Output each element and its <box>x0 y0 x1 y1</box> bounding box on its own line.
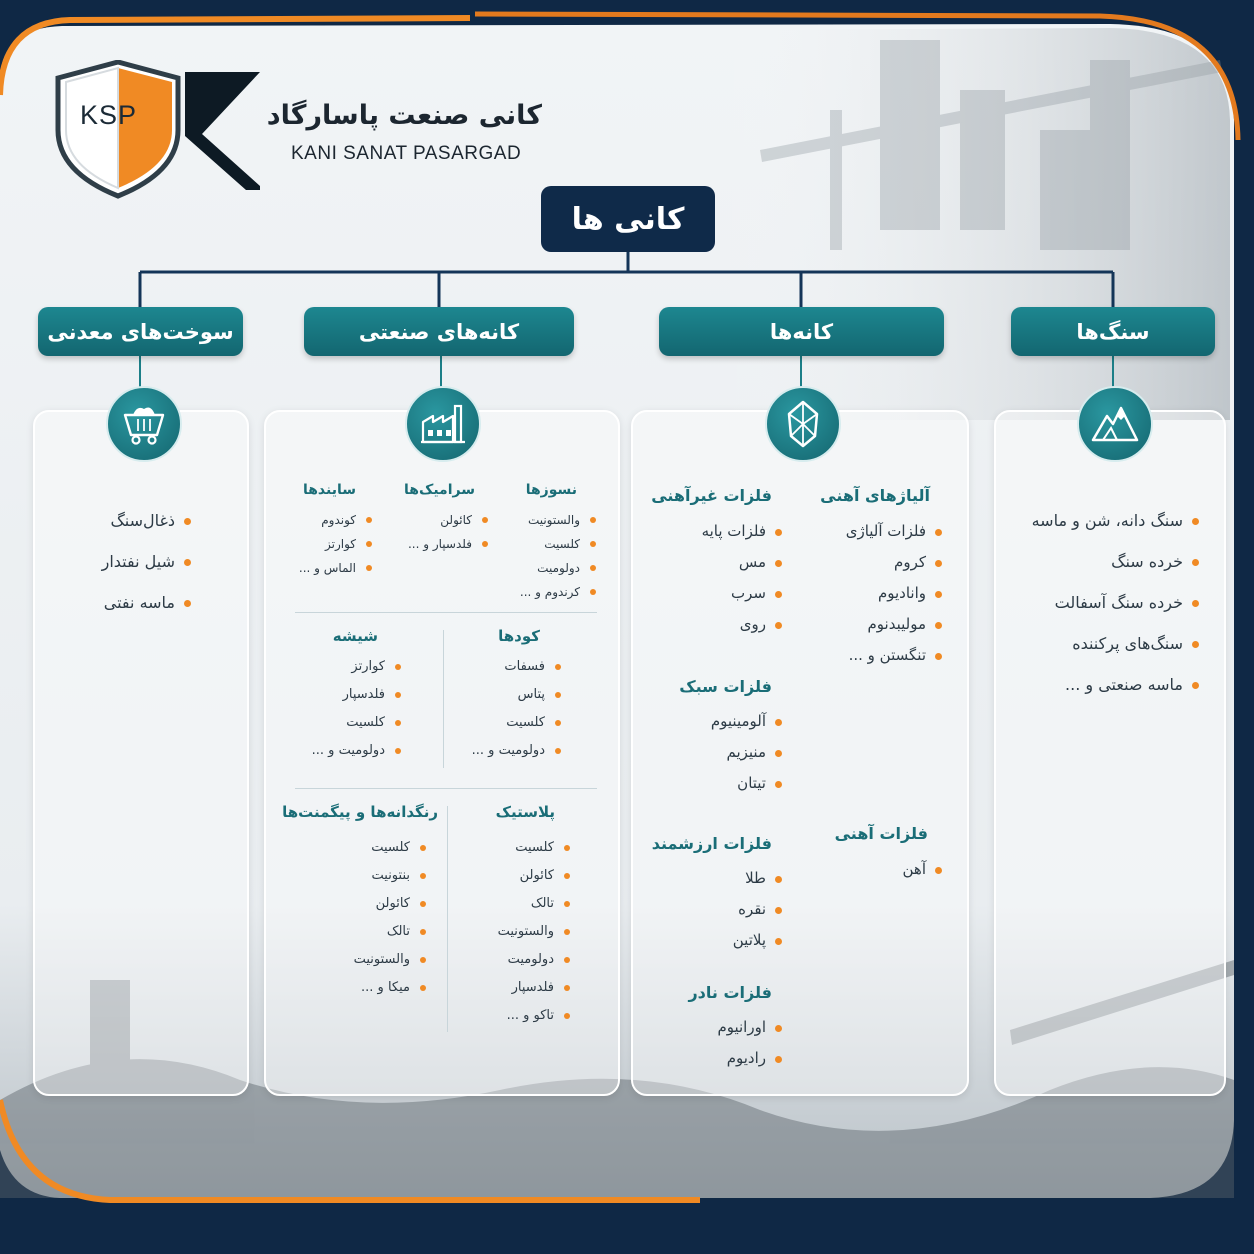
divider <box>295 612 597 613</box>
group-title-light: فلزات سبک <box>679 677 772 696</box>
list-item: والستونیت <box>318 946 428 974</box>
list-item: میکا و ... <box>318 974 428 1002</box>
category-label: سوخت‌های معدنی <box>47 319 234 344</box>
group-title-iron-metals: فلزات آهنی <box>834 824 928 843</box>
list-item: کوارتز <box>293 653 403 681</box>
list-item: والستونیت <box>498 508 598 532</box>
root-title: کانی ها <box>571 201 685 237</box>
ceramics-list <box>395 508 490 556</box>
iron-alloys-list <box>794 516 944 671</box>
list-item: منیزیم <box>654 737 784 768</box>
list-item: کلسیت <box>498 532 598 556</box>
list-item: شیل نفتدار <box>63 541 193 582</box>
group-title-refractory: نسوزها <box>525 482 577 498</box>
group-title-nonferrous: فلزات غیرآهنی <box>651 486 772 505</box>
mine-cart-icon <box>121 403 167 445</box>
group-title-glass: شیشه <box>332 627 378 645</box>
group-title-precious: فلزات ارزشمند <box>651 834 772 853</box>
list-item: آهن <box>794 854 944 885</box>
divider <box>443 630 444 768</box>
group-title-fertilizers: کودها <box>498 627 540 645</box>
category-label: سنگ‌ها <box>1076 319 1150 344</box>
list-item: فلدسپار و ... <box>395 532 490 556</box>
list-item: کائولن <box>395 508 490 532</box>
ores-circle <box>765 386 841 462</box>
abrasives-list <box>279 508 374 580</box>
list-item: سنگ دانه، شن و ماسه <box>1001 500 1201 541</box>
pigments-list <box>318 834 428 1002</box>
precious-metals-list <box>654 863 784 956</box>
list-item: خرده سنگ <box>1001 541 1201 582</box>
category-industrial-minerals <box>304 307 574 356</box>
list-item: فلدسپار <box>452 974 572 1002</box>
list-item: وانادیوم <box>794 578 944 609</box>
category-label: کانه‌های صنعتی <box>358 319 520 344</box>
list-item: مولیبدنوم <box>794 609 944 640</box>
mountain-icon <box>1091 404 1139 444</box>
list-item: فلزات پایه <box>654 516 784 547</box>
category-mineral-fuels <box>38 307 243 356</box>
logo-text: KSP <box>80 100 138 130</box>
list-item: الماس و ... <box>279 556 374 580</box>
factory-icon <box>419 402 467 446</box>
stones-circle <box>1077 386 1153 462</box>
glass-list <box>293 653 403 765</box>
list-item: بنتونیت <box>318 862 428 890</box>
list-item: اورانیوم <box>654 1012 784 1043</box>
group-title-iron-alloys: آلیاژهای آهنی <box>820 486 930 505</box>
group-title-rare: فلزات نادر <box>688 983 772 1002</box>
nonferrous-list <box>654 516 784 640</box>
list-item: مس <box>654 547 784 578</box>
list-item: تاکو و ... <box>452 1002 572 1030</box>
list-item: ذغال‌سنگ <box>63 500 193 541</box>
fertilizers-list <box>453 653 563 765</box>
light-metals-list <box>654 706 784 799</box>
list-item: دولومیت <box>452 946 572 974</box>
plastic-list <box>452 834 572 1030</box>
fuels-circle <box>106 386 182 462</box>
list-item: والستونیت <box>452 918 572 946</box>
list-item: دولومیت و ... <box>293 737 403 765</box>
list-item: تالک <box>452 890 572 918</box>
list-item: خرده سنگ آسفالت <box>1001 582 1201 623</box>
list-item: رادیوم <box>654 1043 784 1074</box>
group-title-pigments: رنگدانه‌ها و پیگمنت‌ها <box>282 803 438 821</box>
stones-list <box>1001 500 1201 705</box>
list-item: کلسیت <box>452 834 572 862</box>
list-item: پتاس <box>453 681 563 709</box>
list-item: پلاتین <box>654 925 784 956</box>
list-item: طلا <box>654 863 784 894</box>
divider <box>295 788 597 789</box>
list-item: تنگستن و ... <box>794 640 944 671</box>
list-item: آلومینیوم <box>654 706 784 737</box>
list-item: دولومیت و ... <box>453 737 563 765</box>
group-title-abrasives: سایندها <box>302 482 356 498</box>
list-item: فسفات <box>453 653 563 681</box>
list-item: کرندوم و ... <box>498 580 598 604</box>
list-item: ماسه صنعتی و ... <box>1001 664 1201 705</box>
list-item: کلسیت <box>293 709 403 737</box>
rare-metals-list <box>654 1012 784 1074</box>
divider <box>447 806 448 1032</box>
group-title-plastic: پلاستیک <box>495 803 555 821</box>
list-item: روی <box>654 609 784 640</box>
list-item: کائولن <box>452 862 572 890</box>
list-item: سنگ‌های پرکننده <box>1001 623 1201 664</box>
list-item: کلسیت <box>318 834 428 862</box>
list-item: کلسیت <box>453 709 563 737</box>
crystal-icon <box>781 400 825 448</box>
category-label: کانه‌ها <box>769 319 834 344</box>
list-item: کوارتز <box>279 532 374 556</box>
group-title-ceramics: سرامیک‌ها <box>404 482 475 498</box>
list-item: کائولن <box>318 890 428 918</box>
list-item: کروم <box>794 547 944 578</box>
list-item: کوندوم <box>279 508 374 532</box>
industrial-circle <box>405 386 481 462</box>
refractory-list <box>498 508 598 604</box>
brand-name-en: KANI SANAT PASARGAD <box>291 143 522 164</box>
list-item: سرب <box>654 578 784 609</box>
list-item: ماسه نفتی <box>63 582 193 623</box>
category-stones <box>1011 307 1215 356</box>
list-item: تالک <box>318 918 428 946</box>
tree-connectors <box>0 0 1254 420</box>
fuels-list <box>63 500 193 623</box>
list-item: دولومیت <box>498 556 598 580</box>
iron-metals-list <box>794 854 944 885</box>
list-item: فلدسپار <box>293 681 403 709</box>
list-item: نقره <box>654 894 784 925</box>
list-item: فلزات آلیاژی <box>794 516 944 547</box>
list-item: تیتان <box>654 768 784 799</box>
category-ores <box>659 307 944 356</box>
brand-name-fa: کانی صنعت پاسارگاد <box>266 100 542 131</box>
